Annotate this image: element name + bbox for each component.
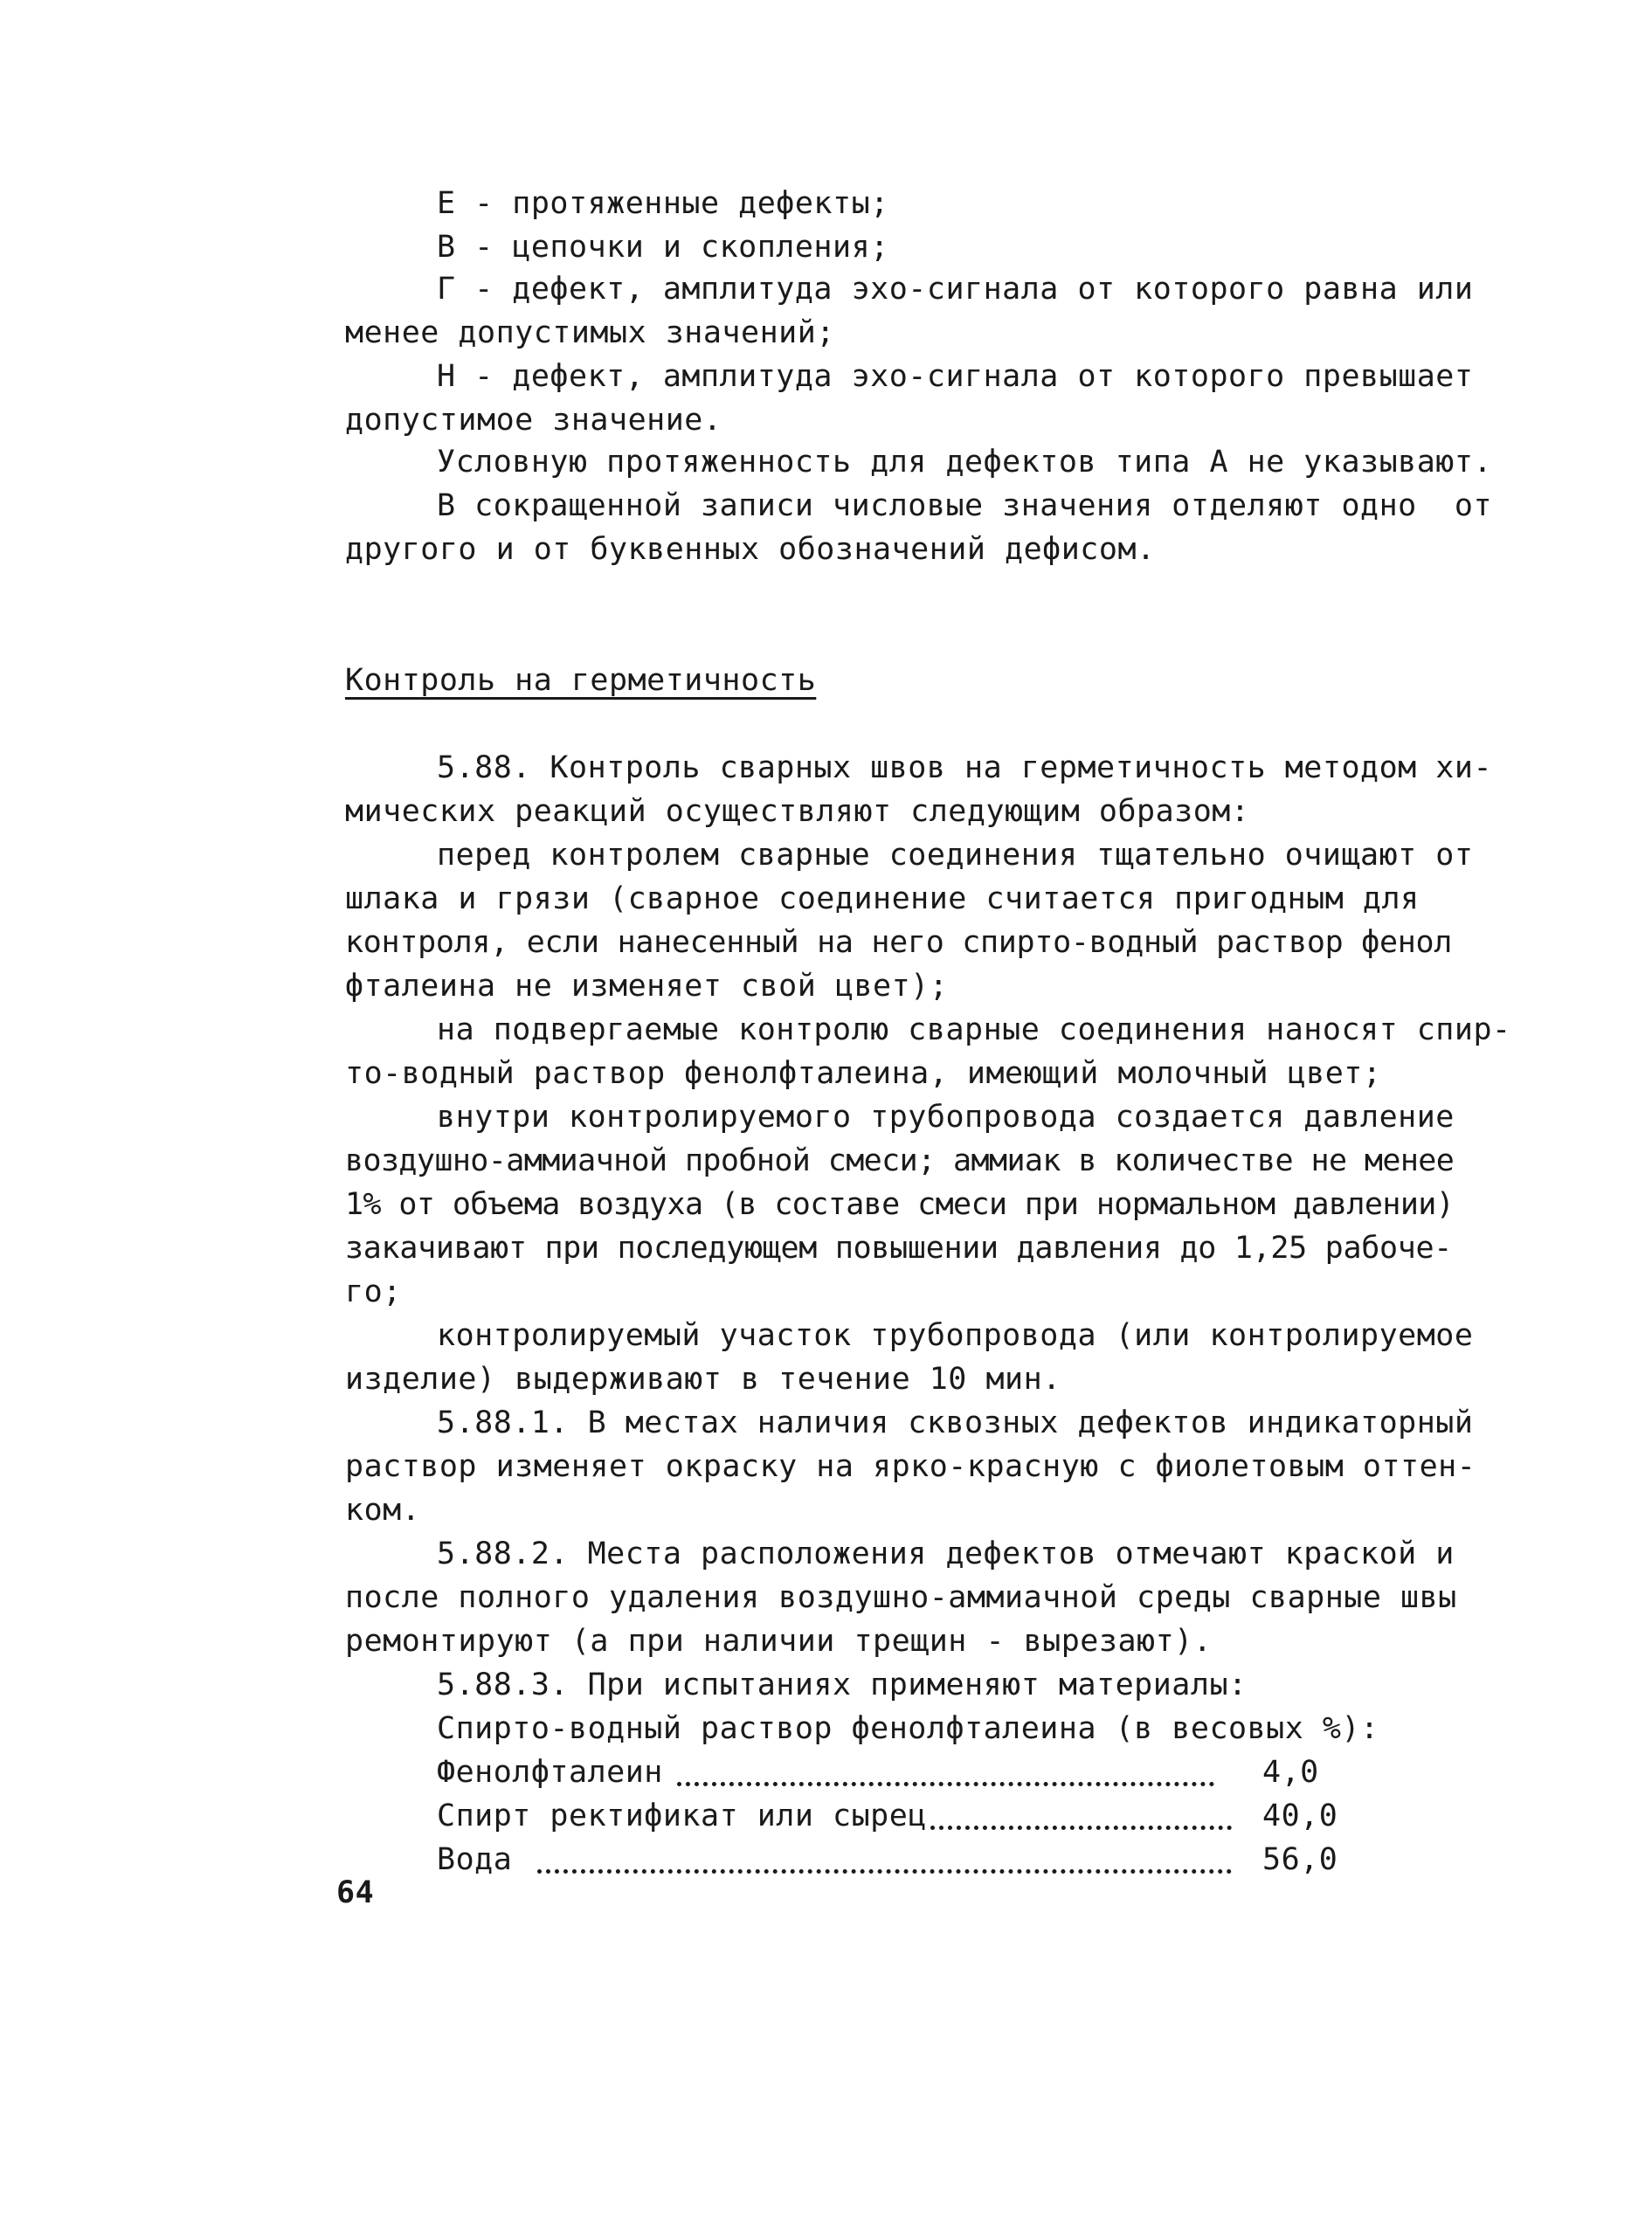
material-value: 40,0 xyxy=(1262,1799,1338,1833)
dot-leader xyxy=(537,1869,1232,1874)
paragraph-line: перед контролем сварные соединения тщательно очищают от xyxy=(437,838,1474,873)
paragraph-line: ком. xyxy=(345,1493,421,1528)
section-heading: Контроль на герметичность xyxy=(345,663,817,698)
page-number: 64 xyxy=(336,1875,375,1910)
paragraph-line: мических реакций осуществляют следующим образом: xyxy=(345,794,1250,829)
paragraph-line: после полного удаления воздушно-аммиачной среды сварные швы xyxy=(345,1580,1457,1615)
paragraph-line: воздушно-аммиачной пробной смеси; аммиак в количестве не менее xyxy=(345,1143,1455,1178)
paragraph-line: контроля, если нанесенный на него спирто-водный раствор фенол xyxy=(345,925,1453,960)
material-name: Вода xyxy=(437,1842,513,1877)
paragraph-line: шлака и грязи (сварное соединение считается пригодным для xyxy=(345,881,1420,916)
paragraph-line: 5.88.2. Места расположения дефектов отмечают краской и xyxy=(437,1536,1455,1571)
list-item: Е - протяженные дефекты; xyxy=(437,186,889,221)
material-name: Спирт ректификат или сырец xyxy=(437,1799,927,1833)
paragraph-line: раствор изменяет окраску на ярко-красную с фиолетовым оттен- xyxy=(345,1449,1476,1484)
paragraph-line: закачивают при последующем повышении давления до 1,25 рабоче- xyxy=(345,1231,1453,1266)
list-item: менее допустимых значений; xyxy=(345,315,835,350)
paragraph-line: ремонтируют (а при наличии трещин - вырезают). xyxy=(345,1624,1213,1659)
material-value: 4,0 xyxy=(1262,1755,1319,1790)
paragraph-line: другого и от буквенных обозначений дефисом. xyxy=(345,532,1156,567)
list-item: Н - дефект, амплитуда эхо-сигнала от которого превышает xyxy=(437,359,1474,394)
paragraph-line: Условную протяженность для дефектов типа А не указывают. xyxy=(437,445,1493,480)
paragraph-line: 1% от объема воздуха (в составе смеси при нормальном давлении) xyxy=(345,1187,1455,1222)
paragraph-line: контролируемый участок трубопровода (или контролируемое xyxy=(437,1318,1474,1353)
list-item: допустимое значение. xyxy=(345,403,722,438)
dot-leader xyxy=(677,1782,1214,1786)
list-item: В - цепочки и скопления; xyxy=(437,230,889,265)
paragraph-line: 5.88.3. При испытаниях применяют материалы: xyxy=(437,1667,1248,1702)
material-name: Фенолфталеин xyxy=(437,1755,663,1790)
paragraph-line: 5.88. Контроль сварных швов на герметичность методом хи- xyxy=(437,750,1493,785)
paragraph-line: внутри контролируемого трубопровода создается давление xyxy=(437,1100,1455,1135)
material-value: 56,0 xyxy=(1262,1842,1338,1877)
paragraph-line: го; xyxy=(345,1274,402,1309)
paragraph-line: то-водный раствор фенолфталеина, имеющий молочный цвет; xyxy=(345,1056,1382,1091)
list-item: Г - дефект, амплитуда эхо-сигнала от которого равна или xyxy=(437,272,1474,307)
paragraph-line: изделие) выдерживают в течение 10 мин. xyxy=(345,1362,1061,1397)
paragraph-line: на подвергаемые контролю сварные соединения наносят спир- xyxy=(437,1012,1511,1047)
paragraph-line: фталеина не изменяет свой цвет); xyxy=(345,969,949,1004)
paragraph-line: В сокращенной записи числовые значения отделяют одно от xyxy=(437,488,1493,523)
dot-leader xyxy=(930,1826,1232,1830)
paragraph-line: Спирто-водный раствор фенолфталеина (в весовых %): xyxy=(437,1711,1379,1746)
paragraph-line: 5.88.1. В местах наличия сквозных дефектов индикаторный xyxy=(437,1405,1474,1440)
